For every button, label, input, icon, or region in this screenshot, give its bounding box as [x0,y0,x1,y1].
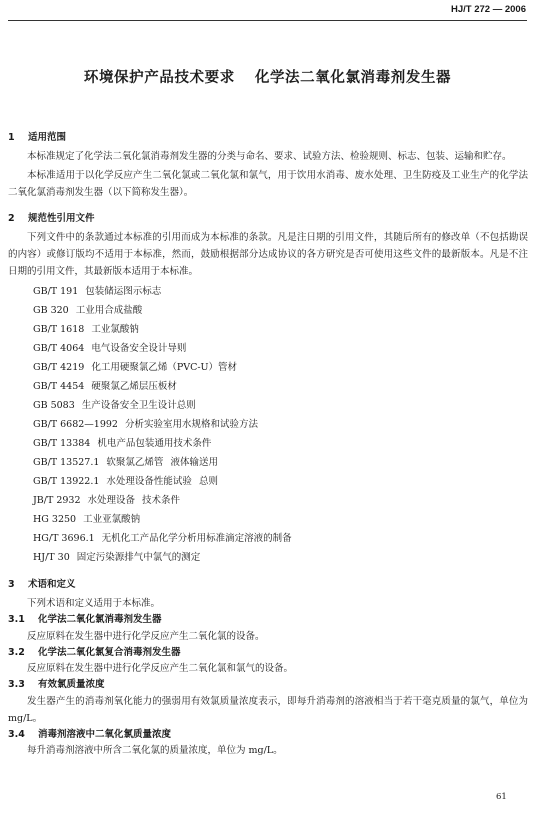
section-number: 2 [8,213,15,224]
reference-title: 包装储运图示标志 [85,286,162,297]
term-definition: 发生器产生的消毒剂氧化能力的强弱用有效氯质量浓度表示，即每升消毒剂的溶液相当于若干毫克质量的氯气，单位为 mg/L。 [8,695,528,724]
reference-item [8,320,528,339]
reference-code: GB/T 13922.1 [33,476,100,487]
reference-code: GB/T 191 [33,286,79,297]
term-title: 化学法二氧化氯复合消毒剂发生器 [38,646,181,658]
reference-title: 固定污染源排气中氯气的测定 [76,552,201,563]
reference-item [8,301,528,320]
term-definition: 反应原料在发生器中进行化学反应产生二氧化氯的设备。 [27,630,265,642]
reference-title: 软聚氯乙烯管 [106,457,164,468]
reference-code: HG 3250 [33,514,77,525]
reference-item [8,415,528,434]
reference-title: 生产设备安全卫生设计总则 [81,400,196,411]
term-heading [8,727,528,743]
section-3-heading [8,577,528,593]
page-number: 61 [496,792,507,802]
reference-title: 工业用合成盐酸 [75,305,143,316]
title-part-2: 化学法二氧化氯消毒剂发生器 [254,70,452,86]
section-number: 3 [8,579,15,590]
reference-item [8,491,528,510]
term-definition: 每升消毒剂溶液中所含二氧化氯的质量浓度，单位为 mg/L。 [27,745,283,756]
reference-title: 机电产品包装通用技术条件 [97,438,212,449]
section-2-heading [8,211,528,227]
title-part-1: 环境保护产品技术要求 [83,70,235,86]
term-number: 3.3 [8,679,25,690]
reference-item [8,434,528,453]
reference-code: GB 320 [33,305,69,316]
reference-title: 工业氯酸钠 [91,324,139,335]
paragraph: 本标准规定了化学法二氧化氯消毒剂发生器的分类与命名、要求、试验方法、检验规则、标志、包装、运输和贮存。 [27,151,512,162]
section-1-heading [8,130,528,146]
reference-title: 水处理设备 [87,495,136,506]
reference-code: GB/T 4219 [33,362,85,373]
reference-code: GB/T 6682—1992 [33,419,118,430]
reference-code: GB/T 13384 [33,438,91,449]
reference-title: 水处理设备性能试验 [106,476,192,487]
reference-code: GB/T 13527.1 [33,457,100,468]
reference-item [8,453,528,472]
term-title: 化学法二氧化氯消毒剂发生器 [38,614,162,625]
reference-code: HJ/T 30 [33,552,70,563]
reference-item [8,377,528,396]
reference-title-part-2: 液体输送用 [170,457,218,468]
reference-code: JB/T 2932 [33,495,81,506]
term-number: 3.4 [8,728,25,740]
header-rule [8,20,527,21]
reference-item [8,510,528,529]
term-definition: 反应原料在发生器中进行化学反应产生二氧化氯和氯气的设备。 [27,663,294,674]
section-title: 适用范围 [28,132,67,143]
reference-code: HG/T 3696.1 [33,533,95,544]
reference-title: 工业亚氯酸钠 [83,514,141,525]
document-title [0,66,535,87]
reference-title-part-2: 总则 [198,476,218,487]
term-title: 有效氯质量浓度 [38,679,105,690]
reference-item [8,282,528,301]
paragraph: 下列术语和定义适用于本标准。 [27,598,161,609]
section-number: 1 [8,132,15,143]
standard-code: HJ/T 272 — 2006 [451,4,526,15]
reference-item [8,339,528,358]
reference-title: 硬聚氯乙烯层压板材 [91,381,177,392]
term-number: 3.1 [8,614,25,625]
reference-title: 分析实验室用水规格和试验方法 [124,419,258,430]
term-number: 3.2 [8,646,25,658]
reference-item [8,472,528,491]
reference-code: GB/T 4064 [33,343,85,354]
reference-code: GB 5083 [33,400,75,411]
paragraph: 下列文件中的条款通过本标准的引用而成为本标准的条款。凡是注日期的引用文件，其随后所有的修改单（不包括勘误的内容）或修订版均不适用于本标准，然而，鼓励根据部分达成协议的各方研究是否可使用这些文件的最新版本。凡是不注日期的引用文件，其最新版本适用于本标准。 [8,232,528,277]
paragraph: 本标准适用于以化学反应产生二氧化氯或二氧化氯和氯气，用于饮用水消毒、废水处理、卫生防疫及工业生产的化学法二氧化氯消毒剂发生器（以下简称发生器）。 [8,170,528,198]
section-title: 规范性引用文件 [28,213,95,224]
reference-item [8,396,528,415]
reference-item [8,548,528,567]
term-title: 消毒剂溶液中二氧化氯质量浓度 [38,728,172,740]
document-body [8,130,528,759]
reference-code: GB/T 1618 [33,324,85,335]
section-title: 术语和定义 [28,579,76,590]
reference-code: GB/T 4454 [33,381,85,392]
reference-title: 电气设备安全设计导则 [91,343,187,354]
term-heading [8,645,528,661]
reference-title: 化工用硬聚氯乙烯（PVC-U）管材 [91,362,238,373]
normative-references-list [8,282,528,567]
reference-item [8,529,528,548]
reference-title: 无机化工产品化学分析用标准滴定溶液的制备 [101,533,292,544]
term-heading [8,612,528,628]
reference-title-part-2: 技术条件 [142,495,181,506]
reference-item [8,358,528,377]
term-heading [8,677,528,693]
